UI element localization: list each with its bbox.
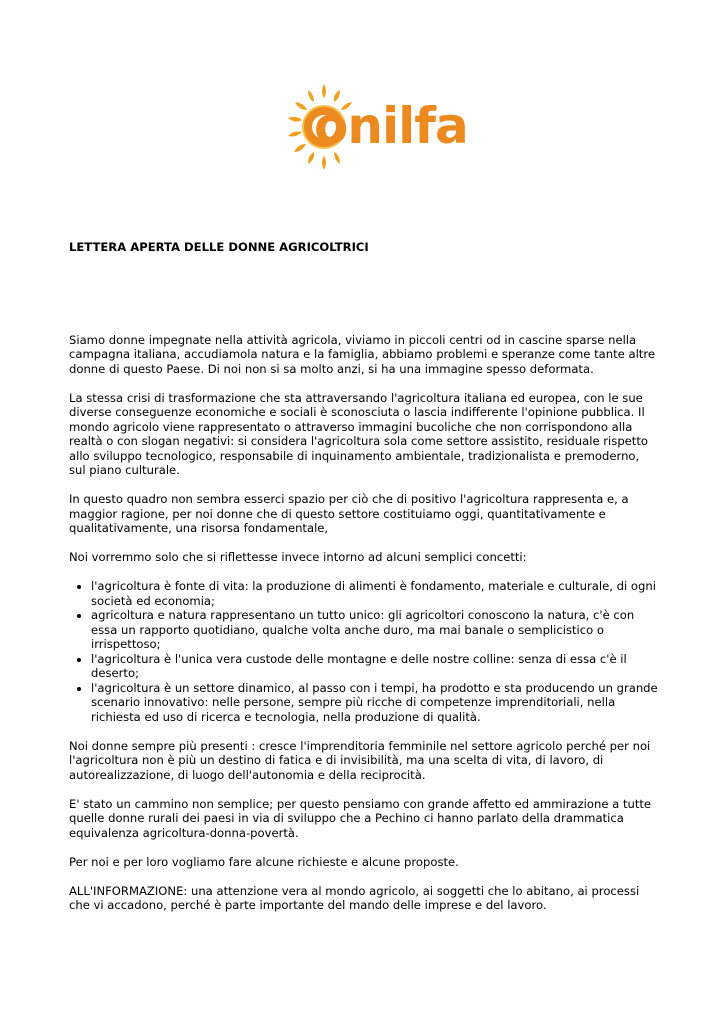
list-item: • agricoltura e natura rappresentano un tutto unico: gli agricoltori conoscono la natura, c'è con essa un rapporto quotidiano, qualche volta anche duro, ma mai banale o semplicistico o irrispettoso; [91, 608, 659, 652]
logo-wordmark: onilfa [314, 97, 468, 155]
concepts-list [69, 579, 659, 724]
paragraph: La stessa crisi di trasformazione che sta attraversando l'agricoltura italiana ed europea, con le sue diverse conseguenze economiche e sociali è sconosciuta o lascia indifferente l'opinione pubblica. Il mondo agricolo viene rappresentato o attraverso immagini bucoliche che non corrispondono alla realtà o con slogan negativi: si considera l'agricoltura sola come settore assistito, residuale rispetto allo sviluppo tecnologico, responsabile di inquinamento ambientale, tradizionalista e premoderno, sul piano culturale. [69, 390, 648, 477]
onilfa-logo [284, 82, 468, 174]
paragraph: In questo quadro non sembra esserci spazio per ciò che di positivo l'agricoltura rappresenta e, a maggior ragione, per noi donne che di questo settore costituiamo oggi, quantitativamente e qualitativamente, una risorsa fondamentale, [69, 492, 629, 535]
paragraph: E' stato un cammino non semplice; per questo pensiamo con grande affetto ed ammirazione a tutte quelle donne rurali dei paesi in via di sviluppo che a Pechino ci hanno parlato della drammatica equivalenza agricoltura-donna-povertà. [69, 796, 652, 840]
letter-title: LETTERA APERTA DELLE DONNE AGRICOLTRICI [69, 240, 369, 254]
paragraph: Per noi e per loro vogliamo fare alcune richieste e alcune proposte. [69, 854, 459, 869]
paragraph: Siamo donne impegnate nella attività agricola, viviamo in piccoli centri od in cascine sparse nella campagna italiana, accudiamola natura e la famiglia, abbiamo problemi e speranze come tante altre donne di questo Paese. Di noi non si sa molto anzi, si ha una immagine spesso deformata. [69, 332, 655, 376]
list-item: • l'agricoltura è un settore dinamico, al passo con i tempi, ha prodotto e sta producendo un grande scenario innovativo: nelle persone, sempre più ricche di competenze imprenditoriali, nella richiesta ed uso di ricerca e tecnologia, nella produzione di qualità. [91, 681, 659, 725]
paragraph: Noi donne sempre più presenti : cresce l'imprenditoria femminile nel settore agricolo perché per noi l'agricoltura non è più un destino di fatica e di invisibilità, ma una scelta di vita, di lavoro, di autorealizzazione, di luogo dell'autonomia e della reciprocità. [69, 738, 651, 782]
paragraph: ALL'INFORMAZIONE: una attenzione vera al mondo agricolo, ai soggetti che lo abitano, ai processi che vi accadono, perché è parte importante del mando delle imprese e del lavoro. [69, 883, 640, 912]
list-item: • l'agricoltura è l'unica vera custode delle montagne e delle nostre colline: senza di essa c'è il deserto; [91, 652, 659, 681]
paragraph: Noi vorremmo solo che si riflettesse invece intorno ad alcuni semplici concetti: [69, 550, 527, 564]
letter-body [69, 240, 659, 927]
list-item: • l'agricoltura è fonte di vita: la produzione di alimenti è fondamento, materiale e culturale, di ogni società ed economia; [91, 579, 659, 608]
